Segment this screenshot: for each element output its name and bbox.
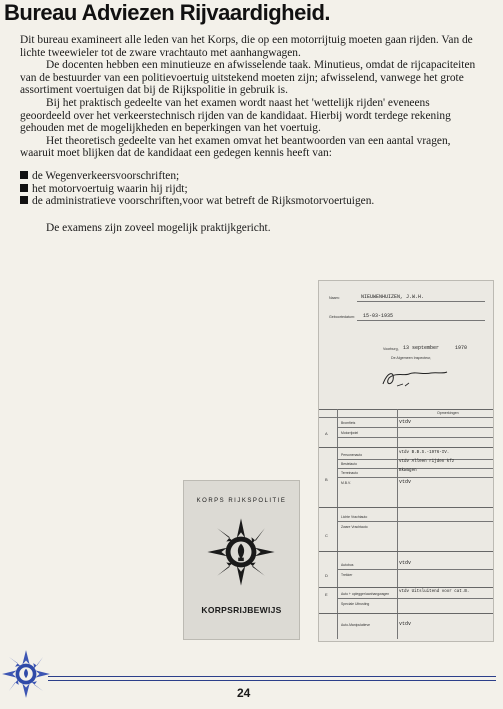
signature-image (379, 366, 449, 391)
footer-rule-top (48, 676, 496, 677)
footer-rule-bottom (48, 680, 496, 681)
page-title: Bureau Adviezen Rijvaardigheid. (4, 0, 330, 25)
license-document-image (318, 280, 494, 642)
bullet-square-icon (20, 196, 28, 204)
naam-label: Naam: (329, 296, 340, 300)
korpsrijbewijs-booklet-image (183, 480, 300, 640)
list-item: de administratieve voorschriften,voor wat betreft de Rijksmotorvoertuigen. (20, 195, 482, 208)
category-a: A (325, 431, 328, 436)
hoofd-label: De Algemeen Inspecteur, (391, 356, 432, 360)
knowledge-list (20, 170, 482, 208)
bullet-square-icon (20, 184, 28, 192)
page-number: 24 (237, 686, 251, 700)
row-value-mbv: vtdv (399, 479, 412, 485)
row-label-bestelauto: Bestelauto (341, 462, 358, 466)
year-value: 1970 (455, 345, 468, 351)
row-label-speciale-uitrusting: Speciale Uitrusting (341, 602, 370, 606)
row-value-auto-manipulatieve: vtdv (399, 621, 412, 627)
body-text (20, 34, 482, 234)
opmerkingen-header: Opmerkingen (437, 411, 459, 415)
geboortedatum-value: 15-03-1935 (363, 313, 394, 319)
row-value-bromfiets: vtdv (399, 419, 412, 425)
paragraph-docenten: De docenten hebben een minutieuze en afwisselende taak. Minutieus, omdat de rijcapaciteiten van de bestuurder van een politievoertuig uitstekend moeten zijn; afwisselend, vanwege het grote assortiment voertuigen dat bij de Rijkspolitie in gebruik is. (20, 59, 476, 97)
booklet-name-label: KORPSRIJBEWIJS (201, 605, 282, 615)
row-label-mbv: M.B.V. (341, 481, 351, 485)
booklet-org-label: KORPS RIJKSPOLITIE (196, 498, 287, 504)
row-value-personenauto: vtdv B.B.S.-1976-IV. (399, 451, 450, 455)
category-c: C (325, 533, 328, 538)
row-label-zware-vrachtauto: Zware Vrachtauto (341, 525, 368, 529)
row-label-trekker: Trekker (341, 573, 353, 577)
bullet-square-icon (20, 171, 28, 179)
paragraph-praktisch: Bij het praktisch gedeelte van het examen wordt naast het 'wettelijk rijden' eveneens geoordeeld over het verkeerstechnisch rijden van de kandidaat. Hierbij wordt terdege rekening gehouden met de mogelijkheden en beperkingen van het voertuig. (20, 96, 451, 135)
category-b: B (325, 477, 328, 482)
list-item: het motorvoertuig waarin hij rijdt; (20, 183, 482, 196)
naam-value: NIEUWENHUIZEN, J.W.H. (361, 294, 425, 300)
rijkspolitie-footer-logo-icon (0, 648, 52, 700)
category-d: D (325, 573, 328, 578)
row-value-bestelauto: vtdv Alleen rijden kfz (399, 460, 455, 464)
row-label-auto-manipulatieve: Auto-Manipulatieve (341, 623, 371, 627)
row-label-personenauto: Personenauto (341, 453, 363, 457)
row-value-autobus: vtdv (399, 560, 412, 566)
row-label-auto-oplegger: Auto + oplegger/aanhangwagen (341, 592, 390, 596)
row-label-terreinauto: Terreinauto (341, 471, 358, 475)
closing-paragraph: De examens zijn zoveel mogelijk praktijkgericht. (46, 221, 271, 234)
row-value-auto-oplegger: vtdv Uitsluitend voor cat.B. (399, 590, 470, 594)
geboortedatum-label: Geboortedatum: (329, 315, 355, 319)
row-label-motorrijwiel: Motorrijwiel (341, 431, 359, 435)
rijkspolitie-star-emblem-icon (206, 517, 276, 587)
list-item: de Wegenverkeersvoorschriften; (20, 170, 482, 183)
row-label-bromfiets: Bromfiets (341, 421, 356, 425)
paragraph-intro: Dit bureau examineert alle leden van het Korps, die op een motorrijtuig moeten gaan rijden. Van de lichte tweewieler tot de zware vrachtauto met aanhangwagen. (20, 34, 473, 59)
row-label-lichte-vrachtauto: Lichte Vrachtauto (341, 515, 368, 519)
category-e: E (325, 592, 328, 597)
row-label-autobus: Autobus (341, 563, 354, 567)
row-value-terreinauto: Bkwagen (399, 469, 417, 473)
paragraph-theoretisch: Het theoretisch gedeelte van het examen omvat het beantwoorden van een aantal vragen, waaruit moet blijken dat de kandidaat een gedegen kennis heeft van: (20, 134, 451, 160)
date-prefix: Voorburg, (383, 347, 399, 351)
date-value: 13 september (403, 345, 440, 351)
